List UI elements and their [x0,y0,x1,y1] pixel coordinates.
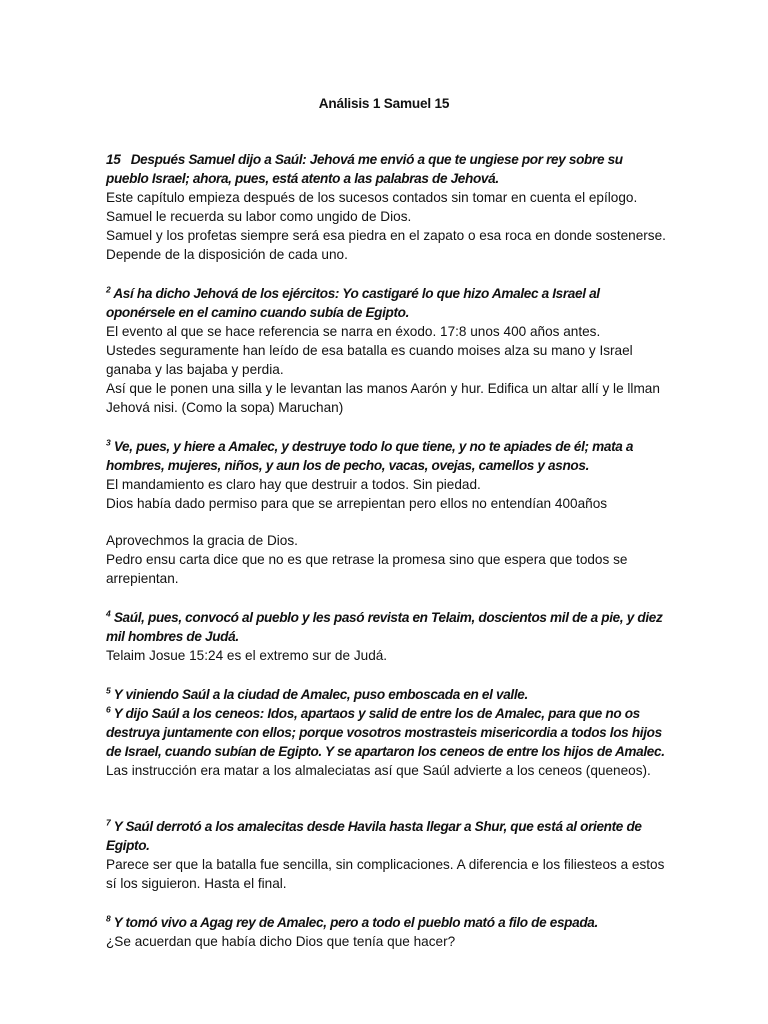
verse-body: Y tomó vivo a Agag rey de Amalec, pero a todo el pueblo mató a filo de espada. [113,915,598,930]
verse-text [106,817,666,855]
verse-body: Y viniendo Saúl a la ciudad de Amalec, puso emboscada en el valle. [113,687,528,702]
section-verse-2 [106,284,666,417]
verse-number: 4 [106,608,111,619]
verse-text [106,608,666,646]
verse-number: 3 [106,437,111,448]
comment-line: Samuel le recuerda su labor como ungido de Dios. [106,209,412,224]
comment-line: Ustedes seguramente han leído de esa batalla es cuando moises alza su mano y Israel ganaba y las bajaba y perdia. [106,343,633,377]
comment-line: Dios había dado permiso para que se arrepientan pero ellos no entendían 400años [106,496,608,511]
verse-text [106,704,666,761]
verse-number: 7 [106,817,111,828]
verse-number: 2 [106,284,111,295]
verse-body: Y Saúl derrotó a los amalecitas desde Havila hasta llegar a Shur, que está al oriente de Egipto. [106,819,642,853]
document-body [106,150,666,951]
verse-body: Ve, pues, y hiere a Amalec, y destruye todo lo que tiene, y no te apiades de él; mata a hombres, mujeres, niños, y aun los de pecho, vacas, ovejas, camellos y asnos. [106,439,634,473]
section-verse-8 [106,913,666,951]
verse-text [106,150,666,188]
verse-body: Y dijo Saúl a los ceneos: Idos, apartaos y salid de entre los de Amalec, para que no os destruya juntamente con ellos; porque vosotros mostrasteis misericordia a todos los hijos de Israel, cuando subían de Egipto. Y se apartaron los ceneos de entre los hijos de Amalec. [106,706,665,759]
document-title: Análisis 1 Samuel 15 [318,96,450,111]
verse-body: Así ha dicho Jehová de los ejércitos: Yo castigaré lo que hizo Amalec a Israel al oponérsele en el camino cuando subía de Egipto. [106,286,600,320]
comment-line: Depende de la disposición de cada uno. [106,247,348,262]
comment-line: Pedro ensu carta dice que no es que retrase la promesa sino que espera que todos se arrepientan. [106,552,628,586]
comment-line: Las instrucción era matar a los almaleciatas así que Saúl advierte a los ceneos (queneos). [106,763,651,778]
verse-body: Saúl, pues, convocó al pueblo y les pasó revista en Telaim, doscientos mil de a pie, y diez mil hombres de Judá. [106,610,663,644]
comment-line: Telaim Josue 15:24 es el extremo sur de Judá. [106,648,388,663]
comment-line: Este capítulo empieza después de los sucesos contados sin tomar en cuenta el epílogo. [106,190,638,205]
verse-number: 8 [106,913,111,924]
verse-text [106,437,666,475]
comment-line: El evento al que se hace referencia se narra en éxodo. 17:8 unos 400 años antes. [106,324,601,339]
comment-line: Parece ser que la batalla fue sencilla, sin complicaciones. A diferencia e los filiesteos a estos sí los siguieron. Hasta el final. [106,857,665,891]
section-verse-7 [106,817,666,893]
verse-number: 6 [106,704,111,715]
comment-line: El mandamiento es claro hay que destruir a todos. Sin piedad. [106,477,481,492]
verse-number: 5 [106,685,111,696]
verse-text [106,685,666,704]
comment-line: Aprovechmos la gracia de Dios. [106,533,298,548]
verse-body: Después Samuel dijo a Saúl: Jehová me envió a que te ungiese por rey sobre su pueblo Israel; ahora, pues, está atento a las palabras de Jehová. [106,152,623,186]
comment-line: Así que le ponen una silla y le levantan las manos Aarón y hur. Edifica un altar allí y le llman Jehová nisi. (Como la sopa) Maruchan) [106,381,660,415]
section-verse-5-6 [106,685,666,780]
comment-line: ¿Se acuerdan que había dicho Dios que tenía que hacer? [106,934,456,949]
verse-text [106,284,666,322]
verse-text [106,913,666,932]
comment-line: Samuel y los profetas siempre será esa piedra en el zapato o esa roca en donde sostenerse. [106,228,666,243]
verse-number: 15 [106,152,121,167]
section-verse-3 [106,437,666,588]
section-verse-15 [106,150,666,264]
section-verse-4 [106,608,666,665]
